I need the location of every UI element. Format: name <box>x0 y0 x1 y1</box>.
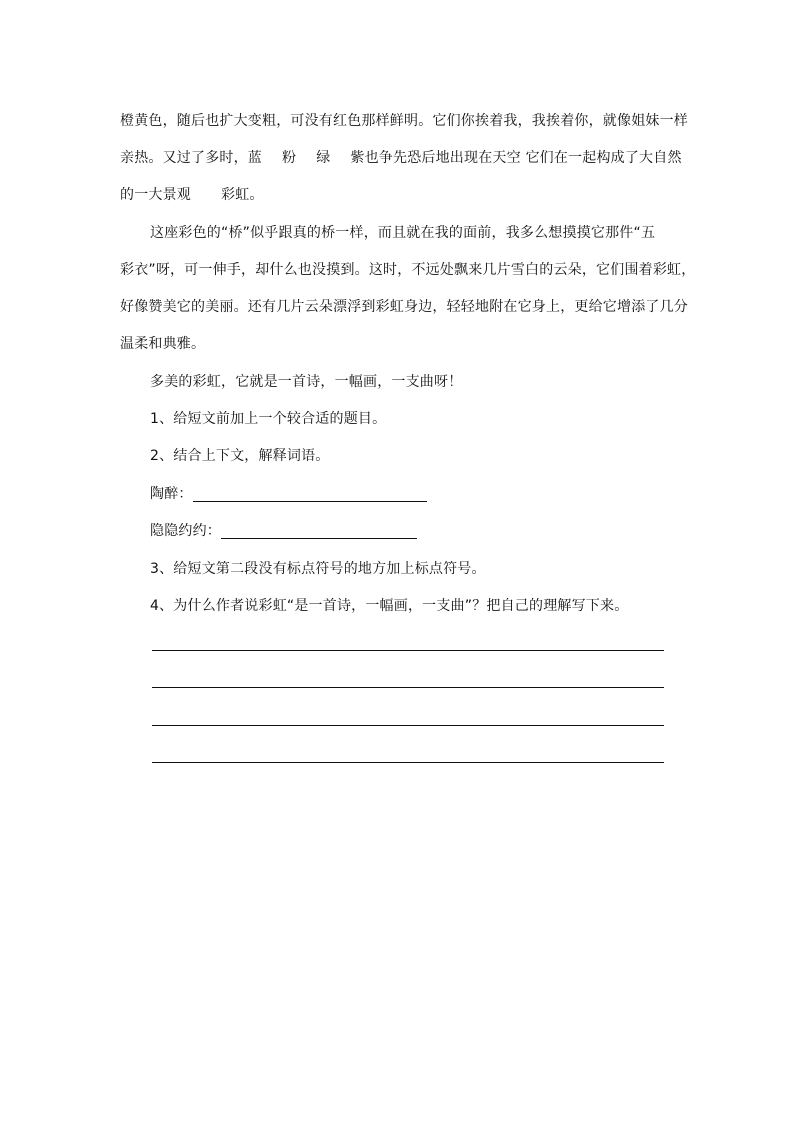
question-2-word1-label: 陶醉： <box>150 486 193 502</box>
question-2-word1-answer-blank[interactable] <box>193 487 427 502</box>
answer-line[interactable] <box>152 650 664 651</box>
question-2-word1 <box>150 484 427 504</box>
passage-p1-line2-c: 绿 <box>316 150 331 166</box>
passage-p1-line2-d: 紫也争先恐后地出现在天空 它们在一起构成了大自然 <box>350 150 682 166</box>
question-4: 4、为什么作者说彩虹“是一首诗，一幅画，一支曲”？把自己的理解写下来。 <box>150 598 629 614</box>
passage-p2-line2: 彩衣”呀，可一伸手，却什么也没摸到。这时，不远处飘来几片雪白的云朵，它们围着彩虹， <box>120 262 696 278</box>
question-2-word2 <box>150 521 417 541</box>
passage-p1-line2-b: 粉 <box>282 150 297 166</box>
answer-line[interactable] <box>152 762 664 763</box>
question-2-word2-label: 隐隐约约： <box>150 523 221 539</box>
answer-line[interactable] <box>152 725 664 726</box>
question-2-word2-answer-blank[interactable] <box>221 524 417 539</box>
answer-line[interactable] <box>152 687 664 688</box>
passage-p2-line1: 这座彩色的“桥”似乎跟真的桥一样，而且就在我的面前，我多么想摸摸它那件“五 <box>150 225 656 241</box>
passage-p1-line3-b: 彩虹。 <box>221 187 264 203</box>
question-3: 3、给短文第二段没有标点符号的地方加上标点符号。 <box>150 561 486 577</box>
passage-p1-line2 <box>120 148 682 168</box>
passage-p1-line1: 橙黄色，随后也扩大变粗，可没有红色那样鲜明。它们你挨着我，我挨着你，就像姐妹一样 <box>120 113 688 129</box>
passage-p2-line3: 好像赞美它的美丽。还有几片云朵漂浮到彩虹身边，轻轻地附在它身上，更给它增添了几分 <box>120 299 688 315</box>
passage-p3-line1: 多美的彩虹，它就是一首诗，一幅画，一支曲呀！ <box>150 374 463 390</box>
passage-p1-line3 <box>120 185 264 205</box>
passage-p1-line3-a: 的一大景观 <box>120 187 191 203</box>
question-2: 2、结合上下文，解释词语。 <box>150 448 330 464</box>
passage-p2-line4: 温柔和典雅。 <box>120 336 206 352</box>
question-1: 1、给短文前加上一个较合适的题目。 <box>150 411 387 427</box>
passage-p1-line2-a: 亲热。又过了多时，蓝 <box>120 150 262 166</box>
